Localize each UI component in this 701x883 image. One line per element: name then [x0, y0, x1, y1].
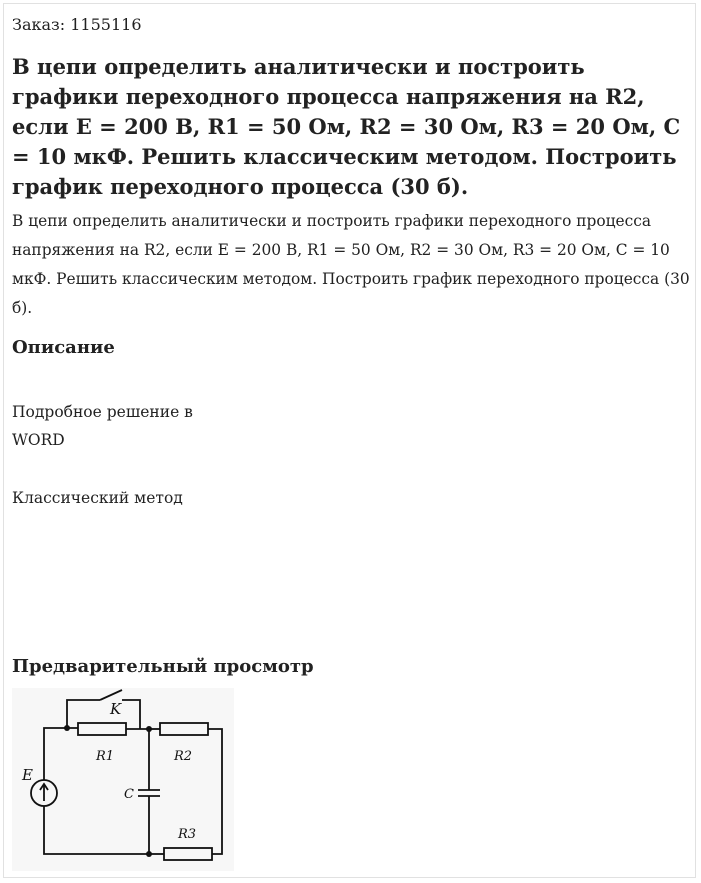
node-dot — [64, 725, 70, 731]
task-summary: В цепи определить аналитически и построить графики переходного процесса напряжения на R2, если E = 200 В, R1 = 50 Ом, R2 = 30 Ом, R3 = 20 Ом, C = 10 мкФ. Решить классическим методом. Построить график переходного процесса (30 б). — [12, 212, 690, 317]
label-switch: K — [110, 700, 122, 718]
node-dot — [146, 851, 152, 857]
switch-k-blade — [100, 690, 122, 700]
resistor-r3-symbol — [164, 848, 212, 860]
switch-k-wire-right — [122, 700, 140, 729]
circuit-preview-image[interactable] — [12, 688, 234, 871]
task-title: В цепи определить аналитически и построить графики переходного процесса напряжения на R2, если E = 200 В, R1 = 50 Ом, R2 = 30 Ом, R3 = 20 Ом, C = 10 мкФ. Решить классическим методом. Построить график переходного процесса (30 б). — [12, 54, 681, 199]
description-heading: Описание — [12, 337, 115, 358]
resistor-r1-symbol — [78, 723, 126, 735]
resistor-r2-symbol — [160, 723, 208, 735]
label-capacitor: C — [124, 787, 134, 802]
wire-right — [208, 729, 222, 854]
label-source: E — [22, 766, 33, 784]
order-number: Заказ: 1155116 — [12, 15, 142, 34]
node-dot — [146, 726, 152, 732]
order-card — [3, 3, 696, 878]
preview-heading: Предварительный просмотр — [12, 656, 314, 677]
label-r3: R3 — [178, 827, 197, 842]
description-line-1: Подробное решение в — [12, 403, 193, 421]
wire-left-top — [44, 728, 78, 780]
wire-left-bottom — [44, 806, 149, 854]
circuit-diagram — [12, 688, 234, 871]
label-r1: R1 — [96, 749, 115, 764]
label-r2: R2 — [174, 749, 193, 764]
description-line-2: WORD — [12, 431, 65, 449]
description-line-3: Классический метод — [12, 489, 183, 507]
